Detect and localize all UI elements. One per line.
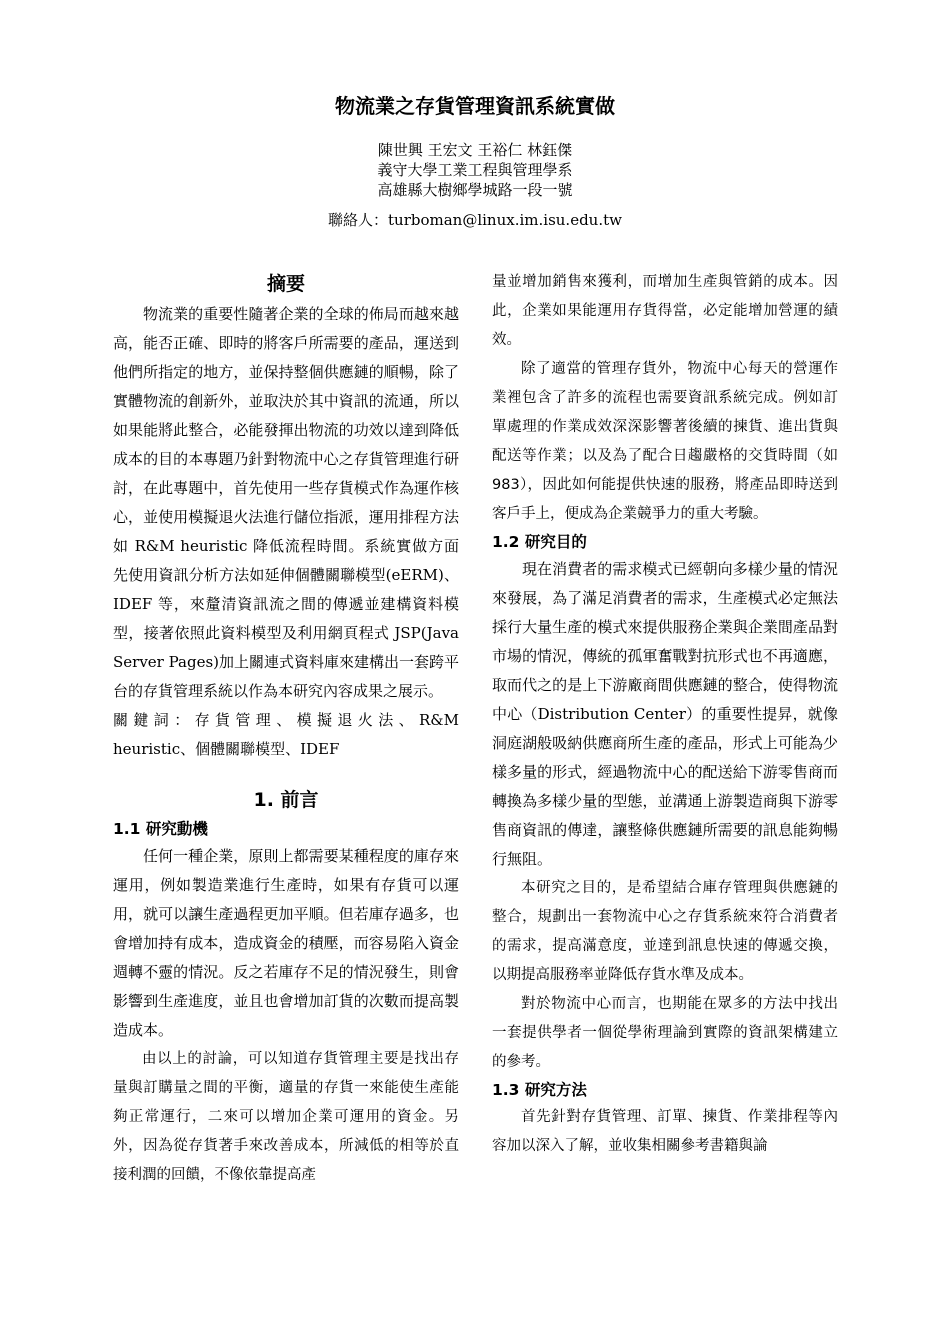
- address: 高雄縣大樹鄉學城路一段一號: [377, 181, 573, 199]
- section-1-3-paragraph-1: 首先針對存貨管理、訂單、揀貨、作業排程等內容加以深入了解，並收集相關參考書籍與論: [492, 1109, 838, 1154]
- section-1-1-paragraph-2-start: 由以上的討論，可以知道存貨管理主要是找出存量與訂購量之間的平衡，適量的存貨一來能使生產能夠正常運行，二來可以增加企業可運用的資金。另外，因為從存貨著手來改善成本，所減低的相等於直接利潤的回饋，不像依靠提高產: [113, 1051, 459, 1183]
- abstract-body: 物流業的重要性隨著企業的全球的佈局而越來越高，能否正確、即時的將客戶所需要的產品，運送到他們所指定的地方，並保持整個供應鏈的順暢，除了實體物流的創新外，並取決於其中資訊的流通，所以如果能將此整合，必能發揮出物流的功效以達到降低成本的目的本專題乃針對物流中心之存貨管理進行研討，在此專題中，首先使用一些存貨模式作為運作核心，並使用模擬退火法進行儲位指派，運用排程方法如 R&M heuristic 降低流程時間。系統實做方面先使用資訊分析方法如延伸個體關聯模型(eERM)、IDEF 等，來釐清資訊流之間的傳遞並建構資料模型，接著依照此資料模型及利用網頁程式 JSP(Java Server Pages)加上關連式資料庫來建構出一套跨平台的存貨管理系統以作為本研究內容成果之展示。: [113, 305, 460, 700]
- section-1-2-heading: 1.2 研究目的: [492, 533, 587, 551]
- section-1-2-paragraph-2: 本研究之目的，是希望結合庫存管理與供應鏈的整合，規劃出一套物流中心之存貨系統來符合消費者的需求，提高滿意度，並達到訊息快速的傳遞交換，以期提高服務率並降低存貨水準及成本。: [492, 880, 838, 983]
- section-1-2-paragraph-1: 現在消費者的需求模式已經朝向多樣少量的情況來發展，為了滿足消費者的需求，生產模式必定無法採行大量生產的模式來提供服務企業與企業間產品對市場的情況，傳統的孤軍奮戰對抗形式也不再適應，取而代之的是上下游廠商間供應鏈的整合，使得物流中心（Distribution Center）的重要性提昇，就像洞庭湖般吸納供應商所生產的產品，形式上可能為少樣多量的形式，經過物流中心的配送給下游零售商而轉換為多樣少量的型態，並溝通上游製造商與下游零售商資訊的傳達，讓整條供應鏈所需要的訊息能夠暢行無阻。: [492, 560, 838, 868]
- authors: 陳世興 王宏文 王裕仁 林鈺傑: [377, 141, 573, 159]
- contact-email: 聯絡人：turboman@linux.im.isu.edu.tw: [328, 211, 622, 229]
- section-1-heading: 1. 前言: [253, 789, 319, 811]
- section-1-1-paragraph-1: 任何一種企業，原則上都需要某種程度的庫存來運用，例如製造業進行生產時，如果有存貨可以運用，就可以讓生產過程更加平順。但若庫存過多，也會增加持有成本，造成資金的積壓，而容易陷入資金週轉不靈的情況。反之若庫存不足的情況發生，則會影響到生產進度，並且也會增加訂貨的次數而提高製造成本。: [113, 847, 459, 1039]
- affiliation: 義守大學工業工程與管理學系: [377, 161, 573, 179]
- section-1-1-paragraph-3: 除了適當的管理存貨外，物流中心每天的營運作業裡包含了許多的流程也需要資訊系統完成。例如訂單處理的作業成效深深影響著後續的揀貨、進出貨與配送等作業；以及為了配合日趨嚴格的交貨時間（如 983），因此如何能提供快速的服務，將產品即時送到客戶手上，便成為企業競爭力的重大考驗。: [492, 361, 838, 522]
- right-column: [492, 268, 838, 1161]
- section-1-1-paragraph-2-end: 量並增加銷售來獲利，而增加生產與管銷的成本。因此，企業如果能運用存貨得當，必定能增加營運的績效。: [492, 274, 838, 348]
- left-column: [113, 268, 459, 1190]
- section-1-1-heading: 1.1 研究動機: [113, 820, 208, 838]
- section-1-3-heading: 1.3 研究方法: [492, 1081, 587, 1099]
- keywords: 關鍵詞：存貨管理、模擬退火法、R&M heuristic、個體關聯模型、IDEF: [113, 711, 459, 758]
- abstract-heading: 摘要: [266, 273, 305, 295]
- paper-title: 物流業之存貨管理資訊系統實做: [335, 94, 615, 118]
- paper-header: [0, 92, 950, 230]
- section-1-2-paragraph-3: 對於物流中心而言，也期能在眾多的方法中找出一套提供學者一個從學術理論到實際的資訊架構建立的參考。: [492, 996, 838, 1070]
